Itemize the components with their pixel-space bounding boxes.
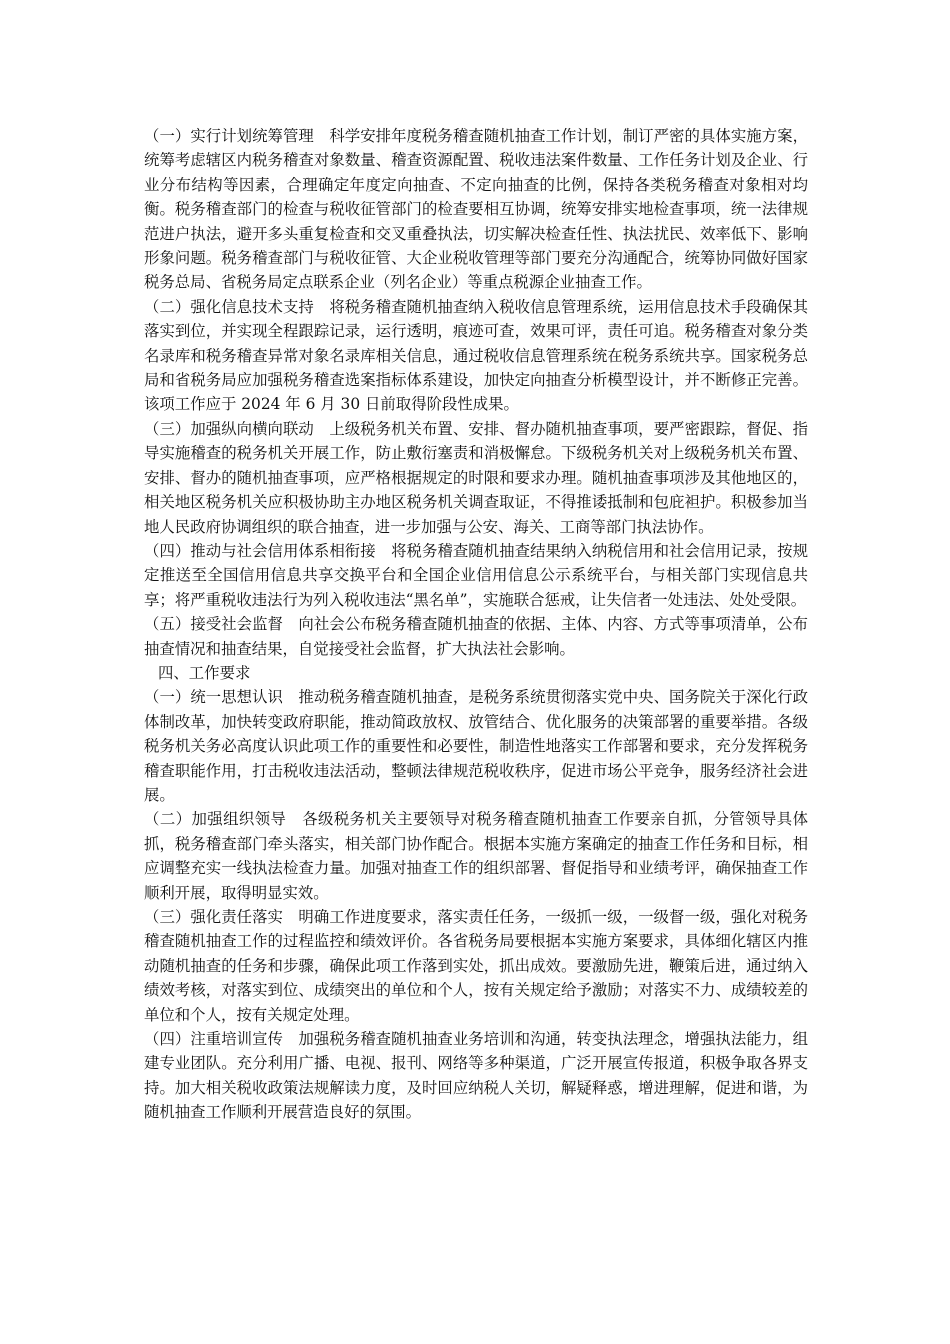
paragraph-responsibility: （三）强化责任落实 明确工作进度要求，落实责任任务，一级抓一级，一级督一级，强化对税务稽查随机抽查工作的过程监控和绩效评价。各省税务局要根据本实施方案要求，具体细化辖区内推动随机抽查的任务和步骤，确保此项工作落到实处，抓出成效。要激励先进，鞭策后进，通过纳入绩效考核，对落实到位、成绩突出的单位和个人，按有关规定给予激励；对落实不力、成绩较差的单位和个人，按有关规定处理。 bbox=[144, 908, 808, 1024]
paragraph-credit-system: （四）推动与社会信用体系相衔接 将税务稽查随机抽查结果纳入纳税信用和社会信用记录，按规定推送至全国信用信息共享交换平台和全国企业信用信息公示系统平台，与相关部门实现信息共享；将严重税收违法行为列入税收违法“黑名单”，实施联合惩戒，让失信者一处违法、处处受限。 bbox=[144, 541, 808, 609]
document-body bbox=[144, 124, 808, 1125]
paragraph-plan-management: （一）实行计划统筹管理 科学安排年度税务稽查随机抽查工作计划，制订严密的具体实施方案，统筹考虑辖区内税务稽查对象数量、稽查资源配置、税收违法案件数量、工作任务计划及企业、行业分布结构等因素，合理确定年度定向抽查、不定向抽查的比例，保持各类税务稽查对象相对均衡。税务稽查部门的检查与税收征管部门的检查要相互协调，统筹安排实地检查事项，统一法律规范进户执法，避开多头重复检查和交叉重叠执法，切实解决检查任性、执法扰民、效率低下、影响形象问题。税务稽查部门与税收征管、大企业税收管理等部门要充分沟通配合，统筹协同做好国家税务总局、省税务局定点联系企业（列名企业）等重点税源企业抽查工作。 bbox=[144, 127, 808, 292]
section-heading-work-requirements: 四、工作要求 bbox=[158, 663, 251, 682]
paragraph-linkage: （三）加强纵向横向联动 上级税务机关布置、安排、督办随机抽查事项，要严密跟踪，督促、指导实施稽查的税务机关开展工作，防止敷衍塞责和消极懈怠。下级税务机关对上级税务机关布置、安排、督办的随机抽查事项，应严格根据规定的时限和要求办理。随机抽查事项涉及其他地区的，相关地区税务机关应积极协助主办地区税务机关调查取证，不得推诿抵制和包庇袒护。积极参加当地人民政府协调组织的联合抽查，进一步加强与公安、海关、工商等部门执法协作。 bbox=[144, 419, 808, 536]
paragraph-unify-thinking: （一）统一思想认识 推动税务稽查随机抽查，是税务系统贯彻落实党中央、国务院关于深化行政体制改革，加快转变政府职能，推动简政放权、放管结合、优化服务的决策部署的重要举措。各级税务机关务必高度认识此项工作的重要性和必要性，制造性地落实工作部署和要求，充分发挥税务稽查职能作用，打击税收违法活动，整顿法律规范税收秩序，促进市场公平竞争，服务经济社会进展。 bbox=[144, 688, 808, 804]
paragraph-social-supervision: （五）接受社会监督 向社会公布税务稽查随机抽查的依据、主体、内容、方式等事项清单，公布抽查情况和抽查结果，自觉接受社会监督，扩大执法社会影响。 bbox=[144, 615, 808, 658]
paragraph-training-publicity: （四）注重培训宣传 加强税务稽查随机抽查业务培训和沟通，转变执法理念，增强执法能力，组建专业团队。充分利用广播、电视、报刊、网络等多种渠道，广泛开展宣传报道，积极争取各界支持。加大相关税收政策法规解读力度，及时回应纳税人关切，解疑释惑，增进理解，促进和谐，为随机抽查工作顺利开展营造良好的氛围。 bbox=[144, 1030, 808, 1122]
paragraph-it-support: （二）强化信息技术支持 将税务稽查随机抽查纳入税收信息管理系统，运用信息技术手段确保其落实到位，并实现全程跟踪记录，运行透明，痕迹可查，效果可评，责任可追。税务稽查对象分类名录库和税务稽查异常对象名录库相关信息，通过税收信息管理系统在税务系统共享。国家税务总局和省税务局应加强税务稽查选案指标体系建设，加快定向抽查分析模型设计，并不断修正完善。该项工作应于 2024 年 6 月 30 日前取得阶段性成果。 bbox=[144, 297, 808, 414]
paragraph-leadership: （二）加强组织领导 各级税务机关主要领导对税务稽查随机抽查工作要亲自抓，分管领导具体抓，税务稽查部门牵头落实，相关部门协作配合。根据本实施方案确定的抽查工作任务和目标，相应调整充实一线执法检查力量。加强对抽查工作的组织部署、督促指导和业绩考评，确保抽查工作顺利开展，取得明显实效。 bbox=[144, 810, 808, 902]
